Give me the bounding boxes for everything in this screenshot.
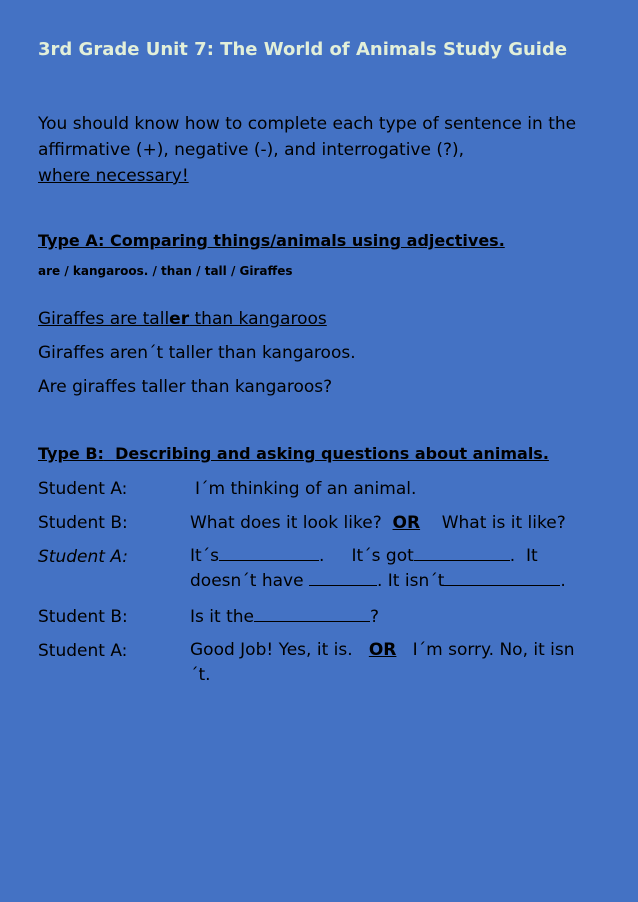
type-b-heading-rest: Describing and asking questions about animals. (115, 444, 549, 463)
row4-speaker: Student B: (38, 607, 128, 627)
type-a-heading: Type A: Comparing things/animals using adjectives. (38, 231, 505, 250)
blank-2 (414, 546, 510, 561)
affirmative-part2: than kangaroos (189, 309, 327, 329)
row1-speaker: Student A: (38, 479, 128, 499)
row3-line (190, 544, 590, 594)
row5-part2: I´m sorry. No, it isn´t. (190, 640, 575, 685)
row4-part1: Is it the (190, 607, 254, 627)
row4-line (190, 607, 379, 627)
blank-1 (219, 546, 319, 561)
row5-part1: Good Job! Yes, it is. (190, 640, 353, 660)
blank-5 (254, 607, 370, 622)
row2-line (190, 513, 566, 533)
type-a-interrogative: Are giraffes taller than kangaroos? (38, 377, 333, 397)
row3-part2: . It´s got (319, 546, 414, 566)
type-a-affirmative (38, 309, 327, 329)
row2-speaker: Student B: (38, 513, 128, 533)
row2-question-2: What is it like? (441, 513, 566, 533)
row3-part1: It´s (190, 546, 220, 566)
page-title: 3rd Grade Unit 7: The World of Animals Study Guide (38, 39, 568, 60)
row2-or: OR (392, 513, 421, 533)
intro-text: You should know how to complete each type of sentence in the affirmative (+), negative (-), and interrogative (?), (38, 114, 577, 160)
row2-question-1: What does it look like? (190, 513, 382, 533)
affirmative-bold-suffix: er (169, 309, 190, 329)
row3-part6: . (560, 571, 566, 591)
row3-part5: . It isn´t (376, 571, 445, 591)
type-a-prompt: are / kangaroos. / than / tall / Giraffes (38, 264, 293, 278)
intro-paragraph (38, 111, 613, 189)
row3-part3: . It (509, 546, 538, 566)
affirmative-part1: Giraffes are tall (38, 309, 170, 329)
row3-speaker: Student A: (38, 547, 128, 567)
intro-underlined-text: where necessary! (38, 166, 189, 186)
row5-speaker: Student A: (38, 641, 128, 661)
type-b-heading-prefix: Type B: (38, 444, 104, 463)
row5-line (190, 638, 590, 688)
blank-4 (444, 571, 560, 586)
row1-line: I´m thinking of an animal. (195, 479, 417, 499)
row5-or: OR (368, 640, 397, 660)
row4-part2: ? (369, 607, 379, 627)
row3-part4: doesn´t have (190, 571, 304, 591)
type-a-negative: Giraffes aren´t taller than kangaroos. (38, 343, 356, 363)
blank-3 (309, 571, 377, 586)
type-b-heading (38, 444, 549, 463)
